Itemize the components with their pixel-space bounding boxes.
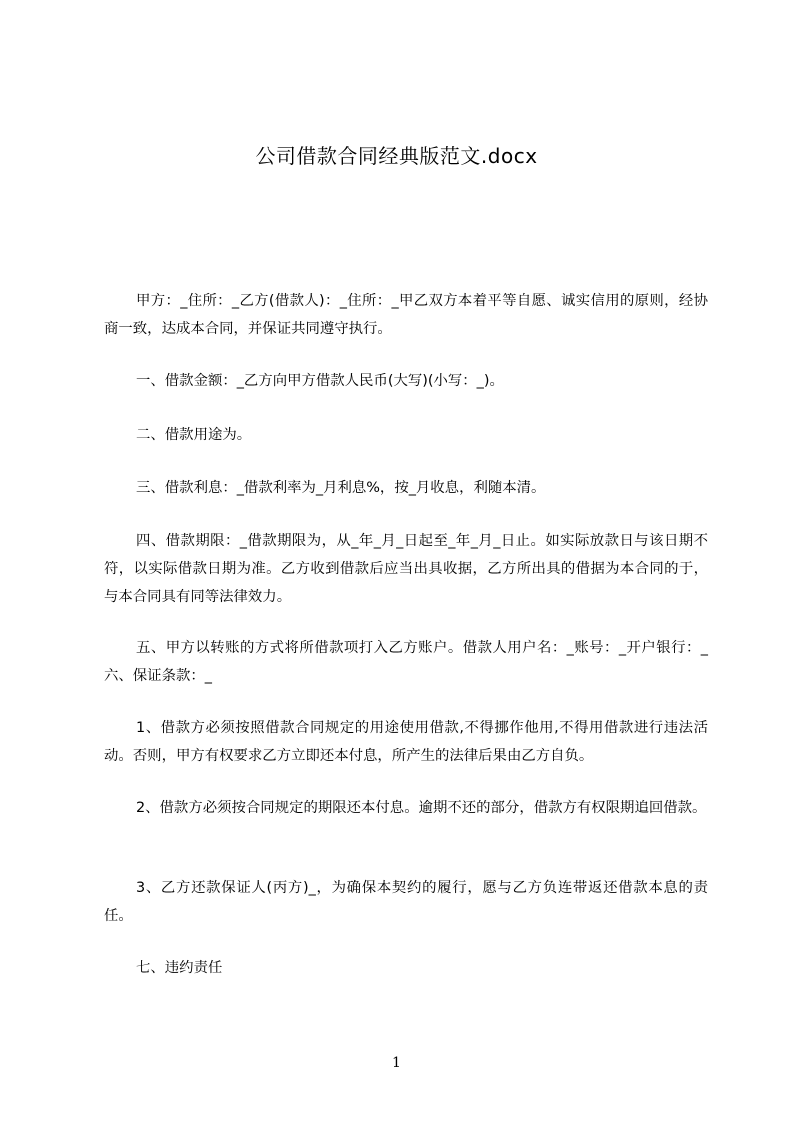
page-number: 1 bbox=[392, 1055, 401, 1071]
paragraph-parties: 甲方：_住所：_乙方(借款人)：_住所：_甲乙双方本着平等自愿、诚实信用的原则，经协商一致，达成本合同，并保证共同遵守执行。 bbox=[104, 293, 708, 337]
paragraph-loan-interest: 三、借款利息：_借款利率为_月利息%，按_月收息，利随本清。 bbox=[136, 480, 546, 496]
paragraph-guarantee-2: 2、借款方必须按合同规定的期限还本付息。逾期不还的部分，借款方有权限期追回借款。 bbox=[136, 800, 707, 816]
document-title: 公司借款合同经典版范文.docx bbox=[255, 144, 538, 168]
paragraph-loan-amount: 一、借款金额：_乙方向甲方借款人民币(大写)(小写：_)。 bbox=[136, 373, 504, 389]
paragraph-loan-term: 四、借款期限：_借款期限为，从_年_月_日起至_年_月_日止。如实际放款日与该日期不符，以实际借款日期为准。乙方收到借款后应当出具收据，乙方所出具的借据为本合同的于，与本合同具有同等法律效力。 bbox=[104, 533, 708, 605]
paragraph-guarantee-1: 1、借款方必须按照借款合同规定的用途使用借款,不得挪作他用,不得用借款进行违法活动。否则，甲方有权要求乙方立即还本付息，所产生的法律后果由乙方自负。 bbox=[104, 720, 708, 764]
paragraph-breach-liability: 七、违约责任 bbox=[136, 960, 223, 976]
paragraph-loan-purpose: 二、借款用途为。 bbox=[136, 427, 252, 443]
paragraph-guarantee-3: 3、乙方还款保证人(丙方)_，为确保本契约的履行，愿与乙方负连带返还借款本息的责任。 bbox=[104, 880, 708, 924]
paragraph-transfer-method: 五、甲方以转账的方式将所借款项打入乙方账户。借款人用户名：_账号：_开户银行：_六、保证条款：_ bbox=[104, 640, 708, 684]
